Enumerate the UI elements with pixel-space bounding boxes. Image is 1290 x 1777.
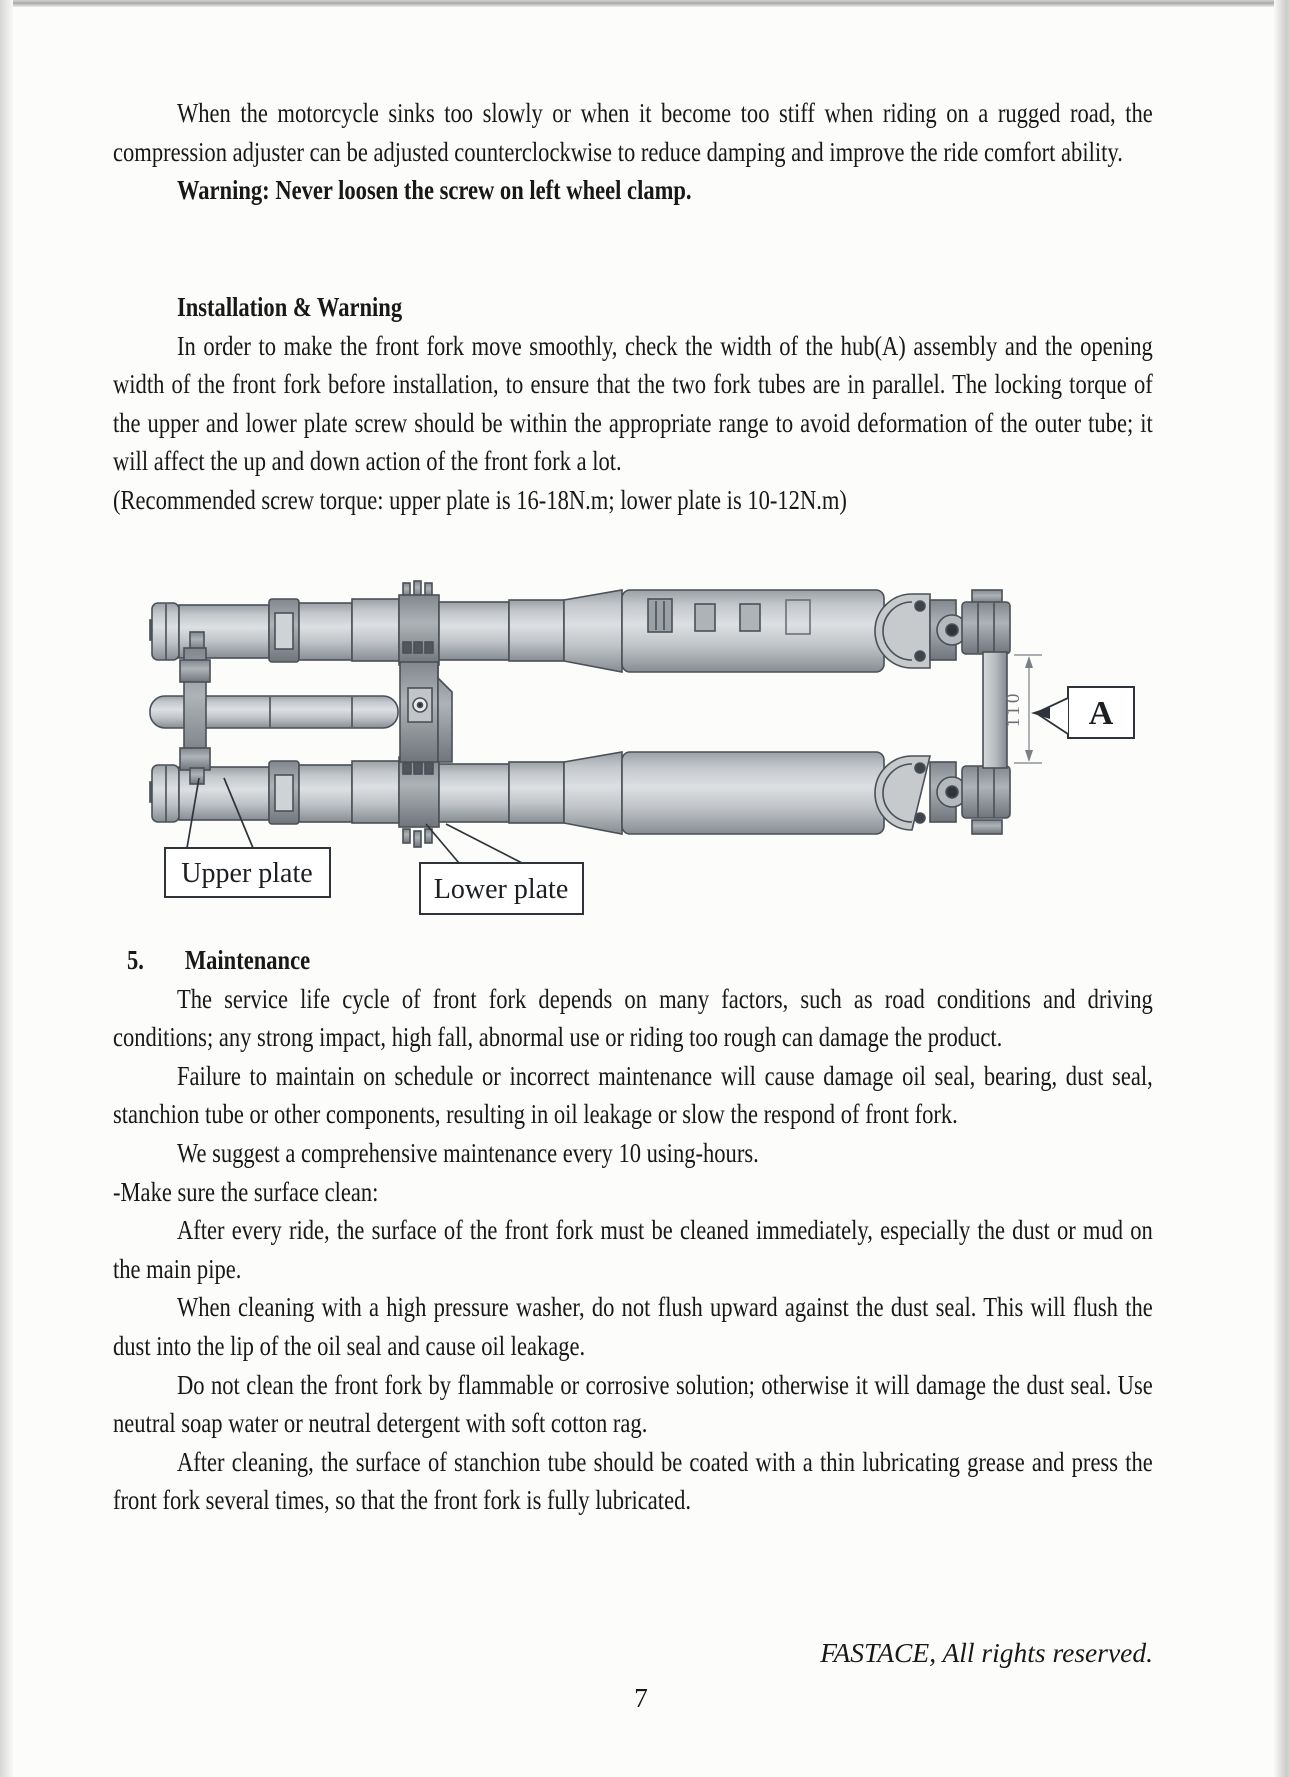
maintenance-paragraph: The service life cycle of front fork depends on many factors, such as road conditions and driving conditions; any strong impact, high fall, abnormal use or riding too rough can damage the product. <box>113 982 1153 1053</box>
installation-body: In order to make the front fork move smoothly, check the width of the hub(A) assembly and the opening width of the front fork before installation, to ensure that the two fork tubes are in parallel. The locking torque of the upper and lower plate screw should be within the appropriate range to avoid deformation of the outer tube; it will affect the up and down action of the front fork a lot. <box>113 329 1153 477</box>
leader-arrow-icon <box>1031 707 1050 719</box>
hub-callout-letter: A <box>1088 695 1114 732</box>
intro-section <box>113 94 1153 210</box>
dimension-value: 110 <box>1003 690 1024 728</box>
section-number: 5. <box>126 944 144 975</box>
copyright-notice: FASTACE, All rights reserved. <box>820 1637 1153 1668</box>
maintenance-heading <box>113 941 1153 980</box>
lower-plate-clamp <box>400 662 452 762</box>
maintenance-paragraph: After every ride, the surface of the front fork must be cleaned immediately, especially the dust or mud on the main pipe. <box>113 1214 1153 1284</box>
warning-line: Warning: Never loosen the screw on left wheel clamp. <box>176 174 692 206</box>
maintenance-paragraph: After cleaning, the surface of stanchion tube should be coated with a thin lubricating grease and press the front fork several times, so that the front fork is fully lubricated. <box>113 1445 1153 1516</box>
maintenance-paragraph: Failure to maintain on schedule or incorrect maintenance will cause damage oil seal, bearing, dust seal, stanchion tube or other components, resulting in oil leakage or slow the respond of front fork. <box>113 1059 1153 1130</box>
upper-plate-clamp <box>180 632 210 784</box>
maintenance-paragraph: -Make sure the surface clean: <box>113 1175 379 1207</box>
torque-note: (Recommended screw torque: upper plate is 16-18N.m; lower plate is 10-12N.m) <box>113 483 847 515</box>
upper-plate-label <box>165 848 330 897</box>
page-edge-top <box>0 0 1290 7</box>
page-edge-left <box>0 0 13 1777</box>
lower-plate-label <box>420 863 583 914</box>
installation-heading: Installation & Warning <box>176 291 403 322</box>
installation-section <box>113 288 1153 520</box>
lower-fork-tube <box>150 752 1010 847</box>
front-fork-diagram <box>140 578 1150 926</box>
hub-callout <box>1031 687 1134 738</box>
section-title: Maintenance <box>184 944 311 975</box>
paragraph-compression-adjuster: When the motorcycle sinks too slowly or when it become too stiff when riding on a rugged road, the compression adjuster can be adjusted counterclockwise to reduce damping and improve the ride comfort ability. <box>113 97 1153 167</box>
page-number: 7 <box>634 1682 648 1713</box>
maintenance-section <box>113 941 1153 1520</box>
maintenance-paragraph: We suggest a comprehensive maintenance every 10 using-hours. <box>176 1136 759 1168</box>
maintenance-paragraph: Do not clean the front fork by flammable or corrosive solution; otherwise it will damage the dust seal. Use neutral soap water or neutral detergent with soft cotton rag. <box>113 1368 1153 1439</box>
page-edge-right <box>1274 0 1290 1777</box>
maintenance-paragraph: When cleaning with a high pressure washer, do not flush upward against the dust seal. This will flush the dust into the lip of the oil seal and cause oil leakage. <box>113 1291 1153 1361</box>
upper-fork-tube <box>150 581 1010 672</box>
upper-plate-label-text: Upper plate <box>181 858 313 889</box>
lower-plate-label-text: Lower plate <box>433 874 569 905</box>
